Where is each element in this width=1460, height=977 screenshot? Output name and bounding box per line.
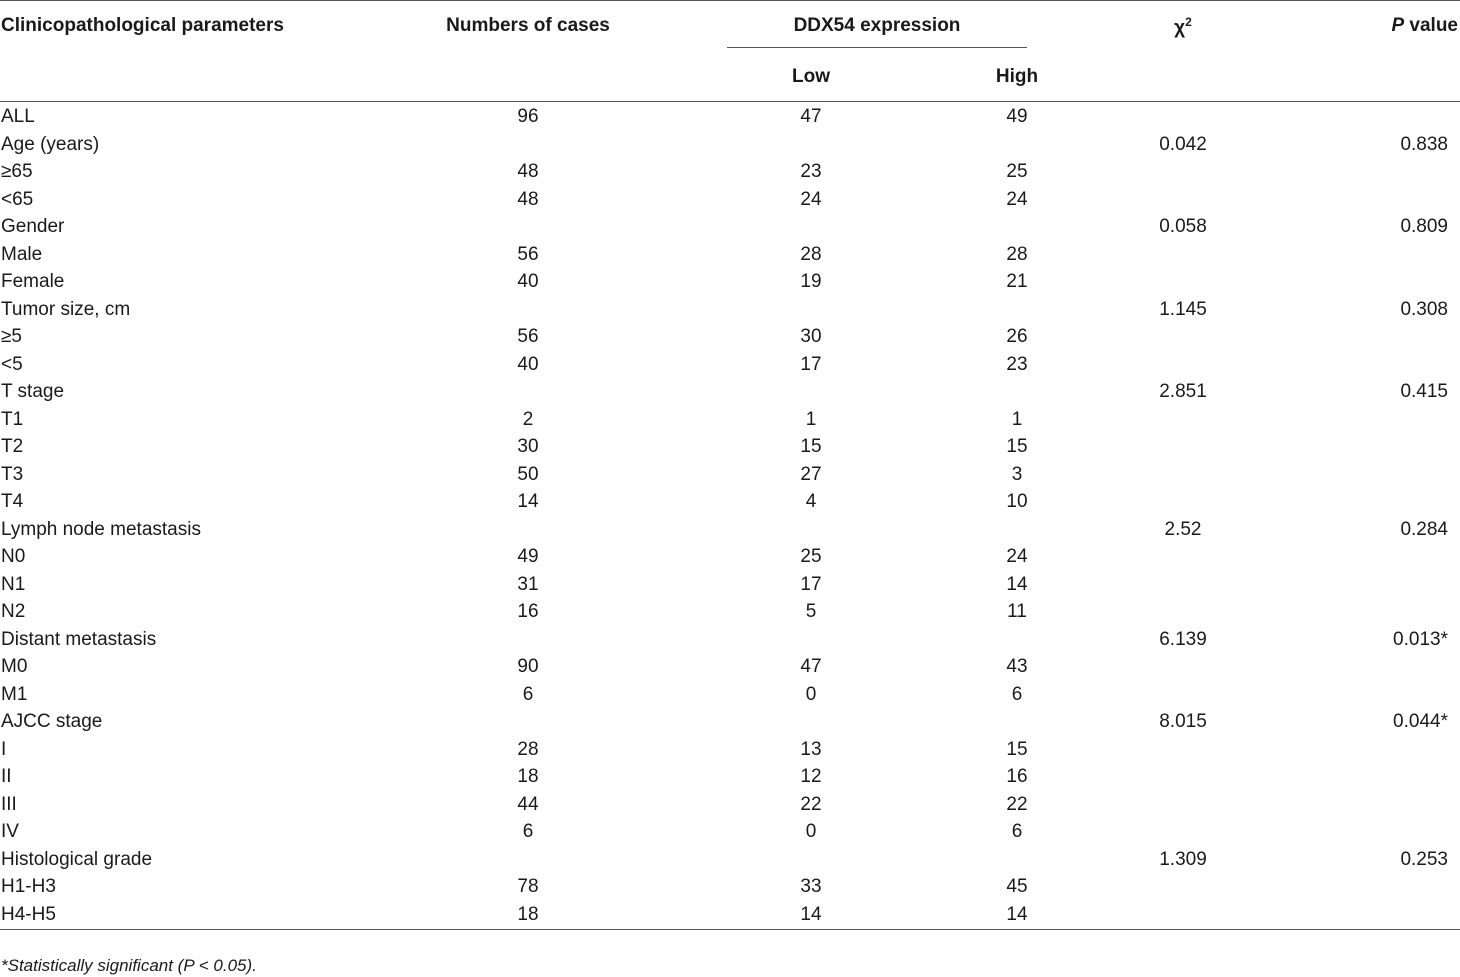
cell-high (936, 379, 1098, 407)
cell-chi-square (1098, 461, 1268, 489)
table-row (0, 379, 1460, 407)
cell-cases: 50 (517, 463, 539, 485)
cell-p-value (1268, 681, 1460, 709)
row-label: ≥65 (1, 161, 33, 183)
cell-low: 1 (805, 408, 817, 430)
cell-cases (400, 626, 656, 654)
cell-cases (400, 379, 656, 407)
cell-low: 30 (800, 326, 822, 348)
cell-low: 14 (800, 903, 822, 925)
cell-high: 21 (1006, 271, 1028, 293)
cell-low: 0 (805, 683, 817, 705)
cell-p-value (1268, 461, 1460, 489)
table-row (0, 186, 1460, 214)
cell-high: 24 (1006, 546, 1028, 568)
cell-high: 43 (1006, 656, 1028, 678)
header-empty-3 (1098, 53, 1268, 102)
row-label: T stage (1, 381, 65, 403)
cell-cases: 28 (517, 738, 539, 760)
row-label: H4-H5 (1, 903, 56, 925)
cell-chi-square: 0.042 (1159, 133, 1207, 155)
cell-cases: 56 (517, 326, 539, 348)
cell-p-value: 0.284 (1400, 518, 1448, 540)
row-label: Distant metastasis (1, 628, 157, 650)
cell-high: 15 (1006, 436, 1028, 458)
table-row (0, 101, 1460, 131)
row-label: Female (1, 271, 65, 293)
table-row (0, 406, 1460, 434)
footnote: *Statistically significant (P < 0.05). (1, 956, 257, 975)
row-label: N0 (1, 546, 26, 568)
table-header (0, 1, 1460, 102)
cell-chi-square: 1.309 (1159, 848, 1207, 870)
cell-cases: 44 (517, 793, 539, 815)
cell-low: 19 (800, 271, 822, 293)
cell-chi-square: 2.851 (1159, 381, 1207, 403)
header-row-2 (0, 53, 1460, 102)
cell-p-value (1268, 599, 1460, 627)
table-row (0, 324, 1460, 352)
cell-chi-square (1098, 819, 1268, 847)
cell-p-value: 0.838 (1400, 133, 1448, 155)
table-row (0, 736, 1460, 764)
cell-p-value (1268, 269, 1460, 297)
cell-chi-square (1098, 764, 1268, 792)
cell-high: 16 (1006, 766, 1028, 788)
table-row (0, 351, 1460, 379)
table-row (0, 681, 1460, 709)
cell-high (936, 214, 1098, 242)
cell-high: 14 (1006, 903, 1028, 925)
row-label: T1 (1, 408, 24, 430)
cell-chi-square (1098, 324, 1268, 352)
cell-low: 13 (800, 738, 822, 760)
header-empty-4 (1268, 53, 1460, 102)
table-row (0, 901, 1460, 929)
cell-high (936, 846, 1098, 874)
cell-p-value (1268, 241, 1460, 269)
cell-high: 6 (1011, 821, 1023, 843)
cell-high: 15 (1006, 738, 1028, 760)
row-label: M0 (1, 656, 28, 678)
expression-underline (727, 47, 1027, 48)
cell-p-value (1268, 489, 1460, 517)
cell-high: 45 (1006, 876, 1028, 898)
cell-cases: 14 (517, 491, 539, 513)
cell-cases: 90 (517, 656, 539, 678)
table-row (0, 544, 1460, 572)
cell-cases: 40 (517, 353, 539, 375)
cell-low: 4 (805, 491, 817, 513)
p-italic: P (1391, 15, 1405, 36)
cell-chi-square (1098, 901, 1268, 929)
cell-chi-square: 2.52 (1164, 518, 1202, 540)
cell-cases: 78 (517, 876, 539, 898)
cell-chi-square (1098, 681, 1268, 709)
row-label: Male (1, 243, 43, 265)
table-row (0, 489, 1460, 517)
cell-cases: 40 (517, 271, 539, 293)
cell-cases: 2 (522, 408, 534, 430)
row-label: <65 (1, 188, 34, 210)
cell-p-value: 0.013* (1393, 628, 1448, 650)
cell-low (656, 516, 936, 544)
table-body (0, 101, 1460, 929)
cell-p-value: 0.415 (1400, 381, 1448, 403)
row-label: III (1, 793, 17, 815)
cell-chi-square (1098, 241, 1268, 269)
cell-low (656, 379, 936, 407)
cell-low (656, 846, 936, 874)
cell-high: 49 (1006, 106, 1028, 128)
table-row (0, 791, 1460, 819)
cell-p-value (1268, 159, 1460, 187)
row-label: Tumor size, cm (1, 298, 131, 320)
cell-p-value (1268, 819, 1460, 847)
cell-high: 26 (1006, 326, 1028, 348)
cell-high (936, 131, 1098, 159)
header-expression (656, 1, 1098, 53)
cell-chi-square (1098, 101, 1268, 131)
cell-cases: 48 (517, 188, 539, 210)
table-row (0, 571, 1460, 599)
cell-p-value (1268, 874, 1460, 902)
cell-p-value (1268, 571, 1460, 599)
table-row (0, 654, 1460, 682)
cell-low: 24 (800, 188, 822, 210)
table-row (0, 214, 1460, 242)
cell-low (656, 296, 936, 324)
row-label: Age (years) (1, 133, 100, 155)
cell-cases: 49 (517, 546, 539, 568)
cell-high: 25 (1006, 161, 1028, 183)
row-label: IV (1, 821, 19, 843)
cell-chi-square (1098, 269, 1268, 297)
cell-low: 12 (800, 766, 822, 788)
row-label: T3 (1, 463, 24, 485)
cell-cases (400, 296, 656, 324)
table-row (0, 296, 1460, 324)
cell-chi-square (1098, 874, 1268, 902)
cell-p-value (1268, 736, 1460, 764)
row-label: II (1, 766, 12, 788)
row-label: N2 (1, 601, 26, 623)
row-label: AJCC stage (1, 711, 103, 733)
cell-p-value (1268, 186, 1460, 214)
cell-p-value: 0.044* (1393, 711, 1448, 733)
table-row (0, 159, 1460, 187)
row-label: N1 (1, 573, 26, 595)
header-param: Clinicopathological parameters (0, 1, 400, 53)
table-row (0, 434, 1460, 462)
cell-chi-square: 6.139 (1159, 628, 1207, 650)
cell-low: 17 (800, 353, 822, 375)
row-label: ≥5 (1, 326, 22, 348)
cell-low: 28 (800, 243, 822, 265)
row-label: H1-H3 (1, 876, 56, 898)
header-low: Low (792, 65, 830, 87)
cell-p-value (1268, 406, 1460, 434)
table-row (0, 461, 1460, 489)
cell-p-value (1268, 901, 1460, 929)
cell-high: 14 (1006, 573, 1028, 595)
cell-high: 11 (1007, 601, 1027, 623)
cell-cases: 18 (517, 766, 539, 788)
cell-cases (400, 131, 656, 159)
cell-cases (400, 516, 656, 544)
table-row (0, 269, 1460, 297)
cell-low: 17 (800, 573, 822, 595)
header-chi-square (1098, 1, 1268, 53)
cell-low: 23 (800, 161, 822, 183)
table-row (0, 709, 1460, 737)
table-row (0, 131, 1460, 159)
cell-low: 33 (800, 876, 822, 898)
cell-cases: 48 (517, 161, 539, 183)
cell-chi-square (1098, 351, 1268, 379)
cell-high: 28 (1006, 243, 1028, 265)
cell-low: 47 (800, 656, 822, 678)
row-label: T2 (1, 436, 24, 458)
cell-chi-square (1098, 186, 1268, 214)
table-row (0, 241, 1460, 269)
cell-cases: 30 (517, 436, 539, 458)
cell-p-value (1268, 324, 1460, 352)
header-high: High (995, 65, 1039, 87)
cell-chi-square (1098, 434, 1268, 462)
cell-high: 6 (1011, 683, 1023, 705)
cell-p-value: 0.809 (1400, 216, 1448, 238)
header-p-value (1268, 1, 1460, 53)
row-label: Lymph node metastasis (1, 518, 201, 540)
cell-low: 5 (805, 601, 817, 623)
table-row (0, 626, 1460, 654)
cell-cases: 18 (517, 903, 539, 925)
table-row (0, 846, 1460, 874)
cell-chi-square (1098, 791, 1268, 819)
cell-chi-square (1098, 159, 1268, 187)
row-label: Gender (1, 216, 65, 238)
cell-p-value: 0.253 (1400, 848, 1448, 870)
cell-chi-square (1098, 599, 1268, 627)
cell-low (656, 131, 936, 159)
cell-chi-square (1098, 571, 1268, 599)
chi-symbol: χ (1174, 17, 1186, 39)
cell-cases: 96 (517, 106, 539, 128)
cell-cases: 6 (522, 683, 534, 705)
cell-low (656, 709, 936, 737)
row-label: Histological grade (1, 848, 153, 870)
cell-cases (400, 709, 656, 737)
cell-high (936, 709, 1098, 737)
cell-high (936, 626, 1098, 654)
cell-cases: 16 (517, 601, 539, 623)
cell-low: 25 (800, 546, 822, 568)
table-row (0, 764, 1460, 792)
cell-high: 1 (1011, 408, 1023, 430)
header-row-1 (0, 1, 1460, 53)
cell-chi-square: 0.058 (1159, 216, 1207, 238)
cell-chi-square: 8.015 (1159, 711, 1207, 733)
cell-high: 23 (1006, 353, 1028, 375)
cell-chi-square (1098, 406, 1268, 434)
cell-p-value (1268, 434, 1460, 462)
cell-p-value (1268, 101, 1460, 131)
cell-low: 22 (800, 793, 822, 815)
cell-chi-square: 1.145 (1159, 298, 1207, 320)
cell-low: 47 (800, 106, 822, 128)
cell-low (656, 626, 936, 654)
cell-cases: 6 (522, 821, 534, 843)
cell-high (936, 516, 1098, 544)
cell-low: 15 (800, 436, 822, 458)
cell-low (656, 214, 936, 242)
cell-p-value (1268, 544, 1460, 572)
table-row (0, 516, 1460, 544)
cell-chi-square (1098, 736, 1268, 764)
cell-high (936, 296, 1098, 324)
row-label: T4 (1, 491, 24, 513)
cell-high: 24 (1006, 188, 1028, 210)
cell-low: 0 (805, 821, 817, 843)
cell-p-value (1268, 764, 1460, 792)
row-label: I (1, 738, 7, 760)
chi-superscript: 2 (1185, 15, 1192, 29)
cell-cases (400, 214, 656, 242)
table-row (0, 599, 1460, 627)
cell-high: 10 (1006, 491, 1028, 513)
row-label: ALL (1, 106, 35, 128)
header-empty-1 (0, 53, 400, 102)
cell-high: 22 (1006, 793, 1028, 815)
row-label: <5 (1, 353, 23, 375)
cell-cases (400, 846, 656, 874)
cell-high: 3 (1011, 463, 1023, 485)
p-rest: value (1404, 15, 1458, 36)
header-empty-2 (400, 53, 656, 102)
cell-p-value (1268, 351, 1460, 379)
cell-chi-square (1098, 489, 1268, 517)
cell-chi-square (1098, 654, 1268, 682)
cell-cases: 56 (517, 243, 539, 265)
table-row (0, 874, 1460, 902)
cell-cases: 31 (517, 573, 539, 595)
cell-p-value: 0.308 (1400, 298, 1448, 320)
table-row (0, 819, 1460, 847)
cell-chi-square (1098, 544, 1268, 572)
row-label: M1 (1, 683, 28, 705)
cell-p-value (1268, 791, 1460, 819)
cell-p-value (1268, 654, 1460, 682)
header-cases: Numbers of cases (400, 1, 656, 53)
header-expression-label: DDX54 expression (793, 15, 961, 36)
cell-low: 27 (800, 463, 822, 485)
